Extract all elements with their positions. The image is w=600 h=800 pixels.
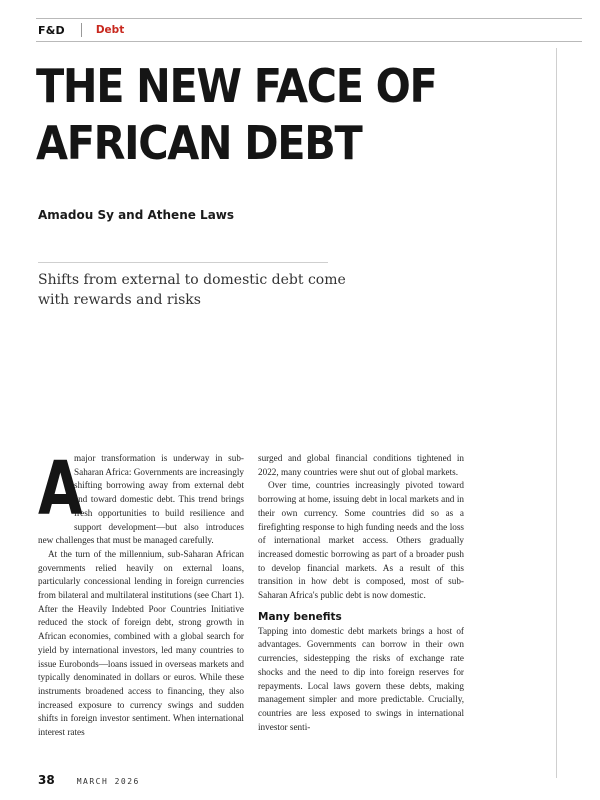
- page-footer: [38, 773, 140, 787]
- drop-cap: A: [38, 446, 83, 532]
- paragraph-2: At the turn of the millennium, sub-Saharan African governments relied heavily on external loans, particularly concessional lending in foreign currencies from bilateral and multilateral institutions (see Chart 1). After the Heavily Indebted Poor Countries Initiative reduced the stock of foreign debt, strong growth in African economies, combined with a global search for yield by international investors, led many countries to issue Eurobonds—loans issued in overseas markets and typically denominated in dollars or euros. While these instruments broadened access to financing, they also increased exposure to currency swings and sudden shifts in foreign investor sentiment. When international interest rates: [38, 548, 244, 738]
- masthead: [38, 22, 124, 38]
- paragraph-5: Tapping into domestic debt markets brings a host of advantages. Governments can borrow in their own currencies, sidestepping the risks of exchange rate shocks and the need to dip into foreign reserves for repayments. Local laws govern these debts, making management simpler and more predictable. Crucially, countries are less exposed to swings in international investor senti-: [258, 625, 464, 732]
- article-authors: Amadou Sy and Athene Laws: [38, 208, 235, 222]
- paragraph-3: surged and global financial conditions tightened in 2022, many countries were shut out of global markets.: [258, 453, 464, 477]
- subhead-many-benefits: Many benefits: [258, 610, 342, 623]
- article-title: [36, 58, 486, 172]
- masthead-divider: [81, 23, 82, 37]
- article-dek: Shifts from external to domestic debt come with rewards and risks: [38, 272, 346, 308]
- title-line-2: AFRICAN DEBT: [36, 116, 362, 170]
- paragraph-1: major transformation is underway in sub-Saharan Africa: Governments are increasingly shifting borrowing away from external debt and toward domestic debt. This trend brings fresh opportunities to build resilience and support development—but also introduces new challenges that must be managed carefully.: [38, 453, 244, 546]
- title-line-1: THE NEW FACE OF: [36, 59, 437, 113]
- body-column-right: [258, 452, 464, 734]
- page-edge-line: [556, 48, 557, 778]
- body-column-left: [38, 446, 244, 740]
- issue-date: MARCH 2026: [76, 777, 140, 786]
- dek-rule: [38, 262, 328, 263]
- page-number: 38: [38, 773, 55, 787]
- header-bottom-rule: [36, 41, 582, 42]
- header-top-rule: [36, 18, 582, 19]
- section-label: Debt: [95, 24, 125, 36]
- paragraph-4: Over time, countries increasingly pivoted toward borrowing at home, issuing debt in local markets and in their own currency. Some countries did so as a firefighting response to high funding needs and the loss of international market access. Others gradually increased domestic borrowing as part of a broader push to develop financial markets. As a result of this transition in how debt is composed, most of sub-Saharan Africa's public debt is now domestic.: [258, 480, 464, 601]
- magazine-brand: F&D: [38, 23, 65, 37]
